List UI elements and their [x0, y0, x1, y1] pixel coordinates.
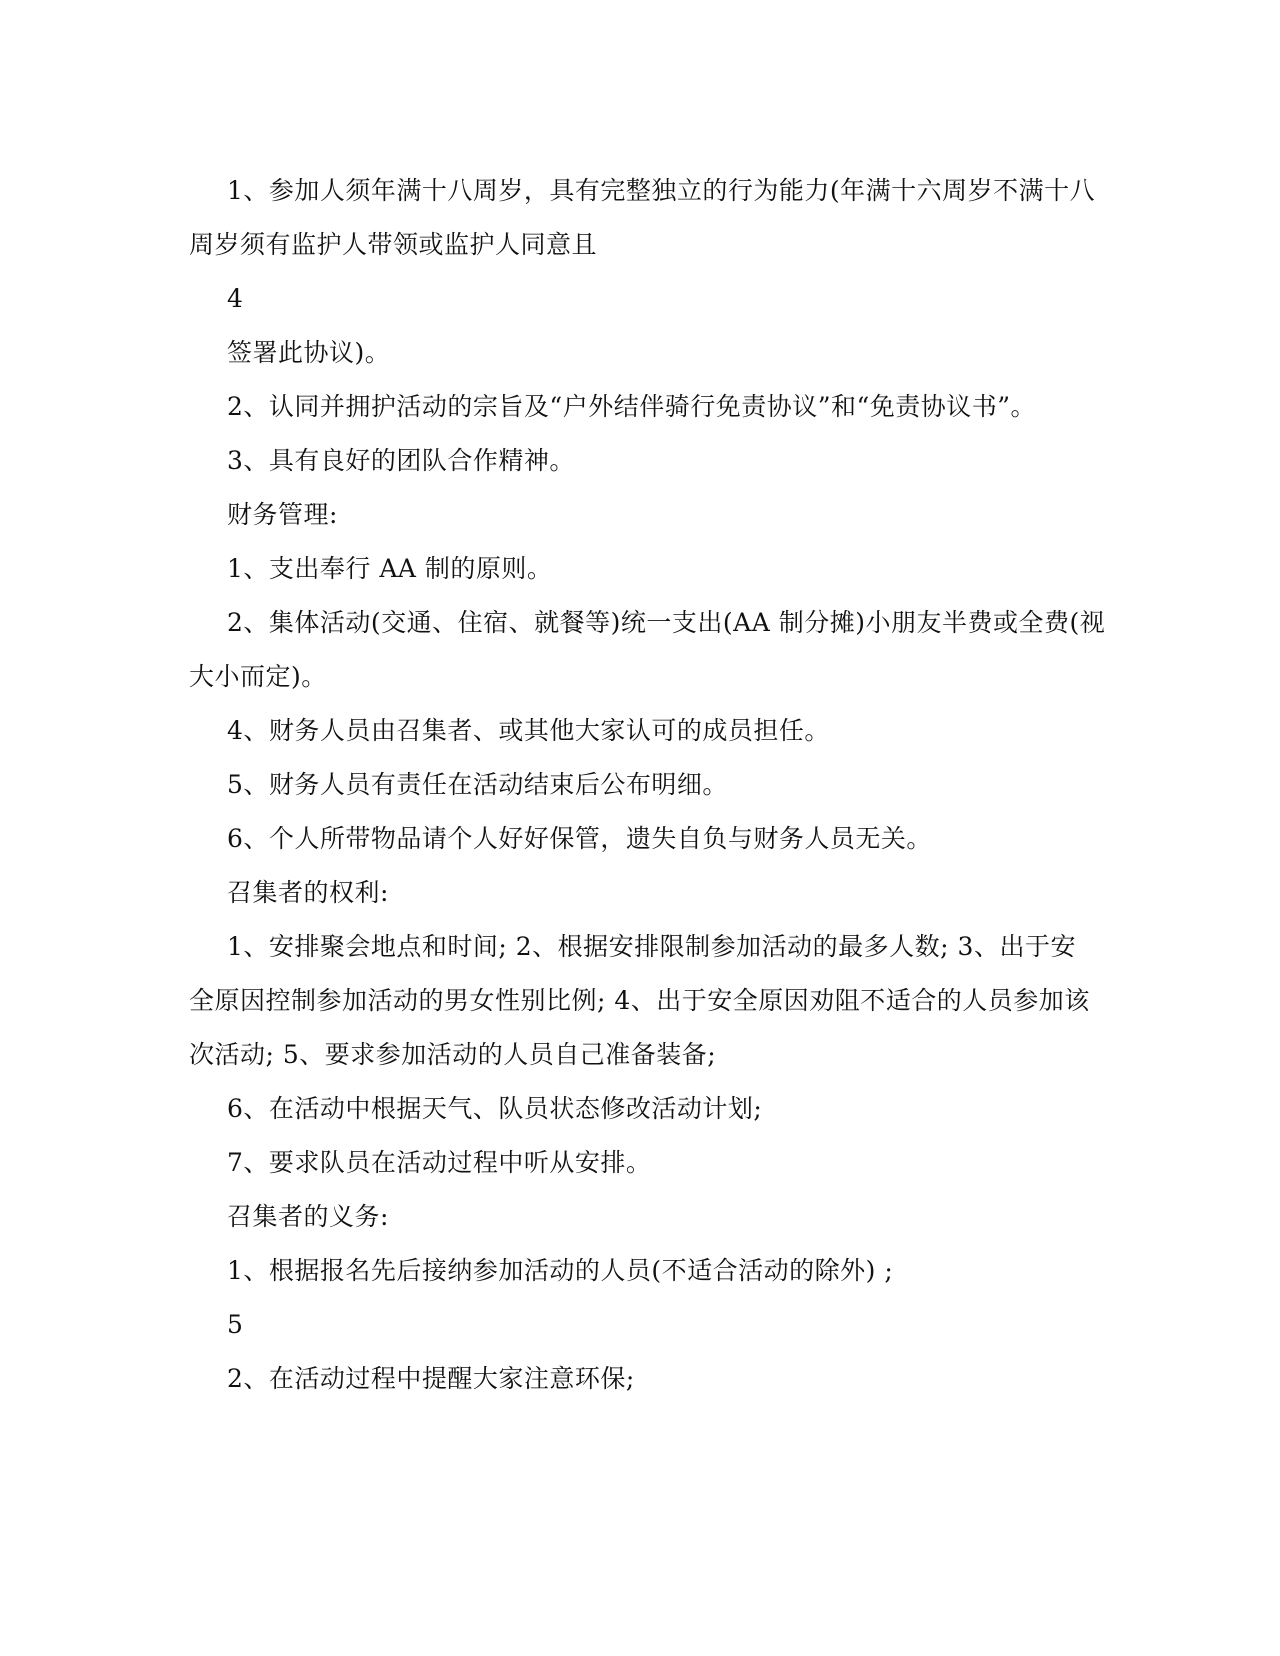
paragraph-line: 2、在活动过程中提醒大家注意环保;	[227, 1364, 635, 1393]
paragraph-line: 签署此协议)。	[227, 338, 391, 367]
paragraph-line: 1、参加人须年满十八周岁，具有完整独立的行为能力(年满十六周岁不满十八	[227, 176, 1096, 205]
paragraph-line: 2、集体活动(交通、住宿、就餐等)统一支出(AA 制分摊)小朋友半费或全费(视	[227, 608, 1106, 637]
section-heading: 召集者的义务:	[227, 1202, 389, 1231]
document-body	[189, 164, 1106, 1406]
paragraph-line: 2、认同并拥护活动的宗旨及“户外结伴骑行免责协议”和“免责协议书”。	[227, 392, 1037, 421]
paragraph-line: 大小而定)。	[189, 662, 327, 691]
section-heading: 财务管理:	[227, 500, 338, 529]
paragraph-line: 4、财务人员由召集者、或其他大家认可的成员担任。	[227, 716, 830, 745]
paragraph-line: 5、财务人员有责任在活动结束后公布明细。	[227, 770, 728, 799]
paragraph-line: 6、在活动中根据天气、队员状态修改活动计划;	[227, 1094, 763, 1123]
paragraph-line: 3、具有良好的团队合作精神。	[227, 446, 575, 475]
paragraph-line: 7、要求队员在活动过程中听从安排。	[227, 1148, 652, 1177]
paragraph-line: 1、支出奉行 AA 制的原则。	[227, 554, 553, 583]
paragraph-line: 1、安排聚会地点和时间; 2、根据安排限制参加活动的最多人数; 3、出于安	[227, 932, 1076, 961]
section-heading: 召集者的权利:	[227, 878, 389, 907]
paragraph-line: 全原因控制参加活动的男女性别比例; 4、出于安全原因劝阻不适合的人员参加该	[189, 986, 1090, 1015]
paragraph-line: 1、根据报名先后接纳参加活动的人员(不适合活动的除外) ;	[227, 1256, 894, 1285]
paragraph-line: 6、个人所带物品请个人好好保管，遗失自负与财务人员无关。	[227, 824, 932, 853]
page-number: 4	[227, 284, 244, 313]
paragraph-line: 次活动; 5、要求参加活动的人员自己准备装备;	[189, 1040, 717, 1069]
paragraph-line: 周岁须有监护人带领或监护人同意且	[189, 230, 598, 259]
page-number: 5	[227, 1310, 244, 1339]
